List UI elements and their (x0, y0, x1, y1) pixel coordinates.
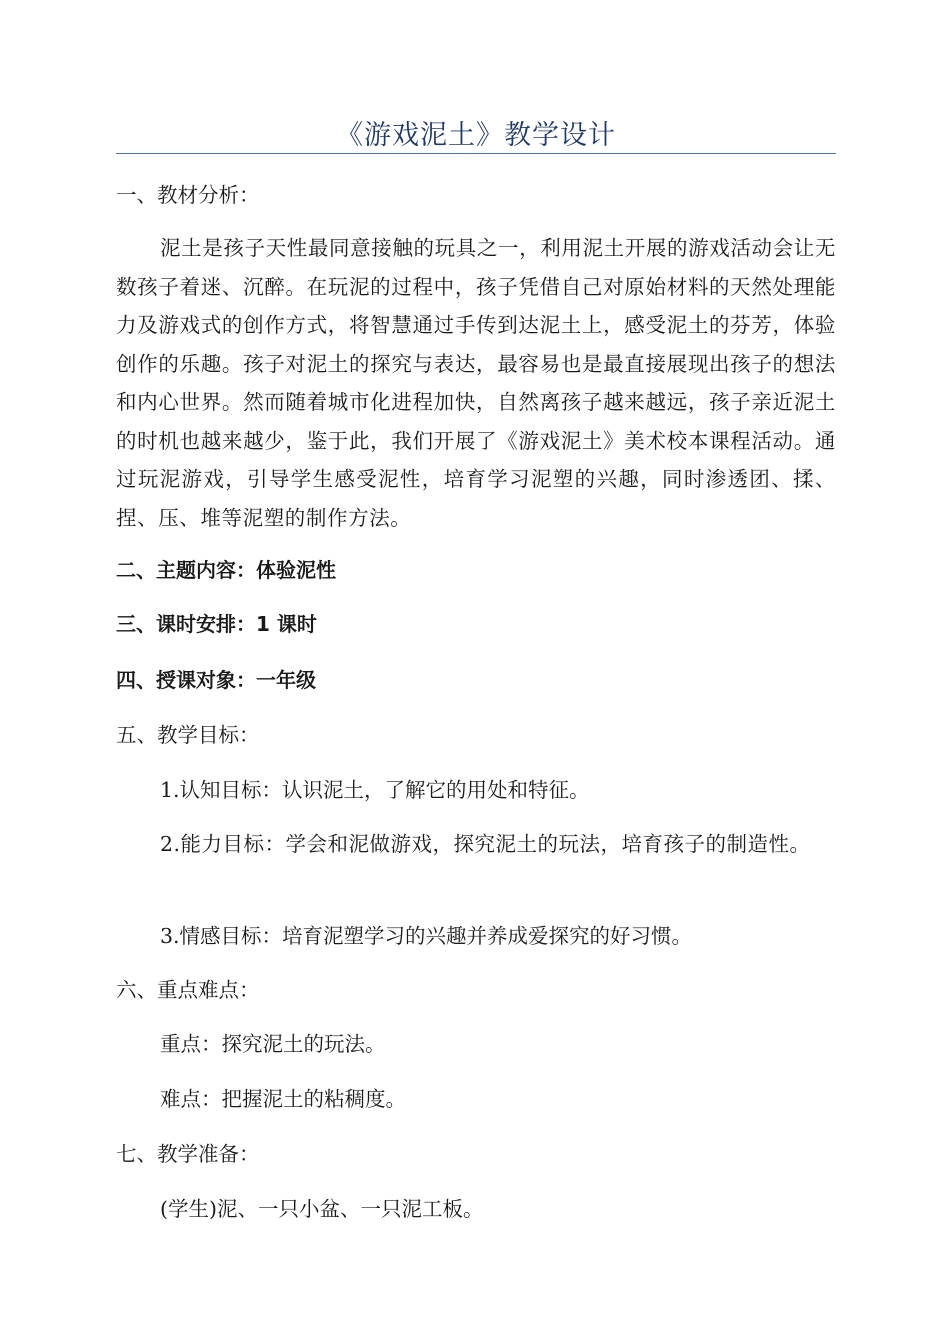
goal-cognitive: 1.认知目标：认识泥土，了解它的用处和特征。 (160, 778, 590, 802)
section-heading-audience: 四、授课对象：一年级 (116, 668, 316, 692)
section-heading-schedule: 三、课时安排：1 课时 (116, 612, 317, 636)
goal-ability: 2.能力目标：学会和泥做游戏，探究泥土的玩法，培育孩子的制造性。 (160, 832, 811, 856)
section-heading-theme: 二、主题内容：体验泥性 (116, 558, 336, 582)
section-heading-goals: 五、教学目标： (116, 723, 260, 747)
goal-emotional: 3.情感目标：培育泥塑学习的兴趣并养成爱探究的好习惯。 (160, 924, 693, 948)
section-heading-material-analysis: 一、教材分析： (116, 183, 260, 207)
material-analysis-paragraph: 泥土是孩子天性最同意接触的玩具之一，利用泥土开展的游戏活动会让无数孩子着迷、沉醉。在玩泥的过程中，孩子凭借自己对原始材料的天然处理能力及游戏式的创作方式，将智慧通过手传到达泥土上，感受泥土的芬芳，体验创作的乐趣。孩子对泥土的探究与表达，最容易也是最直接展现出孩子的想法和内心世界。然而随着城市化进程加快，自然离孩子越来越远，孩子亲近泥土的时机也越来越少，鉴于此，我们开展了《游戏泥土》美术校本课程活动。通过玩泥游戏，引导学生感受泥性，培育学习泥塑的兴趣，同时渗透团、揉、捏、压、堆等泥塑的制作方法。 (116, 236, 836, 530)
preparation-materials: (学生)泥、一只小盆、一只泥工板。 (160, 1197, 484, 1221)
section-heading-key-points: 六、重点难点： (116, 978, 260, 1002)
document-title: 《游戏泥土》教学设计 (336, 120, 616, 151)
difficulty-point: 难点：把握泥土的粘稠度。 (160, 1087, 406, 1111)
title-underline (116, 153, 836, 154)
key-point: 重点：探究泥土的玩法。 (160, 1032, 386, 1056)
section-heading-preparation: 七、教学准备： (116, 1142, 260, 1166)
